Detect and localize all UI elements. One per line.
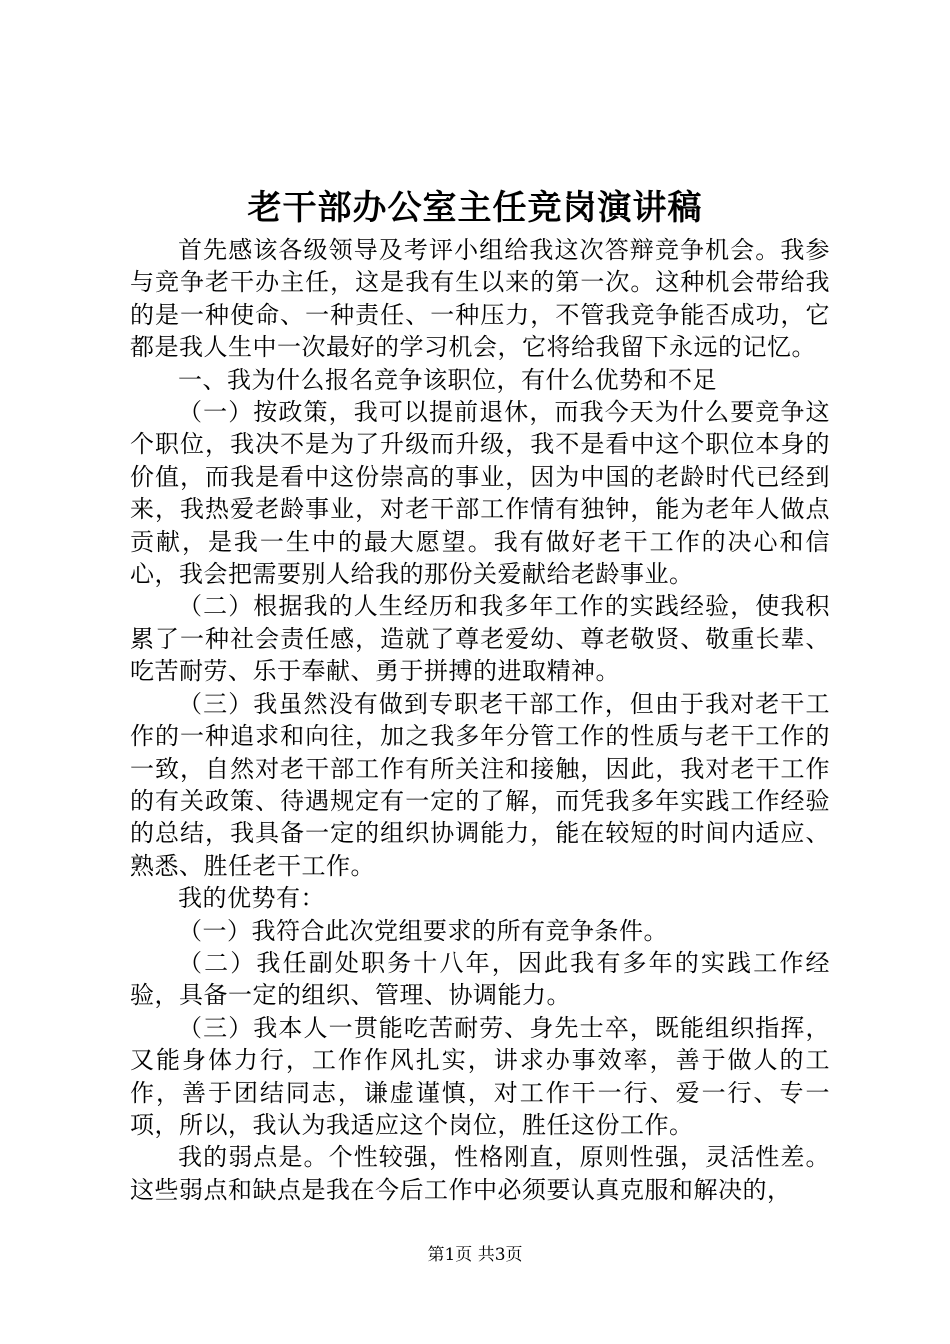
paragraph-reason-2: （二）根据我的人生经历和我多年工作的实践经验，使我积累了一种社会责任感，造就了尊老爱幼、尊老敬贤、敬重长辈、吃苦耐劳、乐于奉献、勇于拼搏的进取精神。	[130, 592, 830, 686]
paragraph-reason-1: （一）按政策，我可以提前退休，而我今天为什么要竞争这个职位，我决不是为了升级而升级，我不是看中这个职位本身的价值，而我是看中这份崇高的事业，因为中国的老龄时代已经到来，我热爱老龄事业，对老干部工作情有独钟，能为老年人做点贡献，是我一生中的最大愿望。我有做好老干工作的决心和信心，我会把需要别人给我的那份关爱献给老龄事业。	[130, 398, 830, 589]
section-heading-1: 一、我为什么报名竞争该职位，有什么优势和不足	[178, 365, 717, 394]
document-body	[130, 234, 830, 1206]
paragraph-reason-3: （三）我虽然没有做到专职老干部工作，但由于我对老干工作的一种追求和向往，加之我多年分管工作的性质与老干工作的一致，自然对老干部工作有所关注和接触，因此，我对老干工作的有关政策、待遇规定有一定的了解，而凭我多年实践工作经验的总结，我具备一定的组织协调能力，能在较短的时间内适应、熟悉、胜任老干工作。	[130, 689, 830, 880]
page-total: 共3页	[477, 1245, 523, 1265]
paragraph-intro: 首先感该各级领导及考评小组给我这次答辩竞争机会。我参与竞争老干办主任，这是我有生以来的第一次。这种机会带给我的是一种使命、一种责任、一种压力，不管我竞争能否成功，它都是我人生中一次最好的学习机会，它将给我留下永远的记忆。	[130, 236, 830, 362]
page-number: 第1页	[427, 1245, 473, 1265]
paragraph-advantages-heading: 我的优势有：	[178, 884, 325, 913]
paragraph-advantage-1: （一）我符合此次党组要求的所有竞争条件。	[178, 916, 668, 945]
page-footer	[0, 1243, 950, 1267]
document-title: 老干部办公室主任竞岗演讲稿	[247, 188, 703, 228]
paragraph-advantage-3: （三）我本人一贯能吃苦耐劳、身先士卒，既能组织指挥，又能身体力行，工作作风扎实，讲求办事效率，善于做人的工作，善于团结同志，谦虚谨慎，对工作干一行、爱一行、专一项，所以，我认为我适应这个岗位，胜任这份工作。	[130, 1013, 830, 1139]
paragraph-weaknesses: 我的弱点是。个性较强，性格刚直，原则性强，灵活性差。这些弱点和缺点是我在今后工作中必须要认真克服和解决的，	[130, 1143, 830, 1204]
paragraph-advantage-2: （二）我任副处职务十八年，因此我有多年的实践工作经验，具备一定的组织、管理、协调能力。	[130, 948, 830, 1010]
